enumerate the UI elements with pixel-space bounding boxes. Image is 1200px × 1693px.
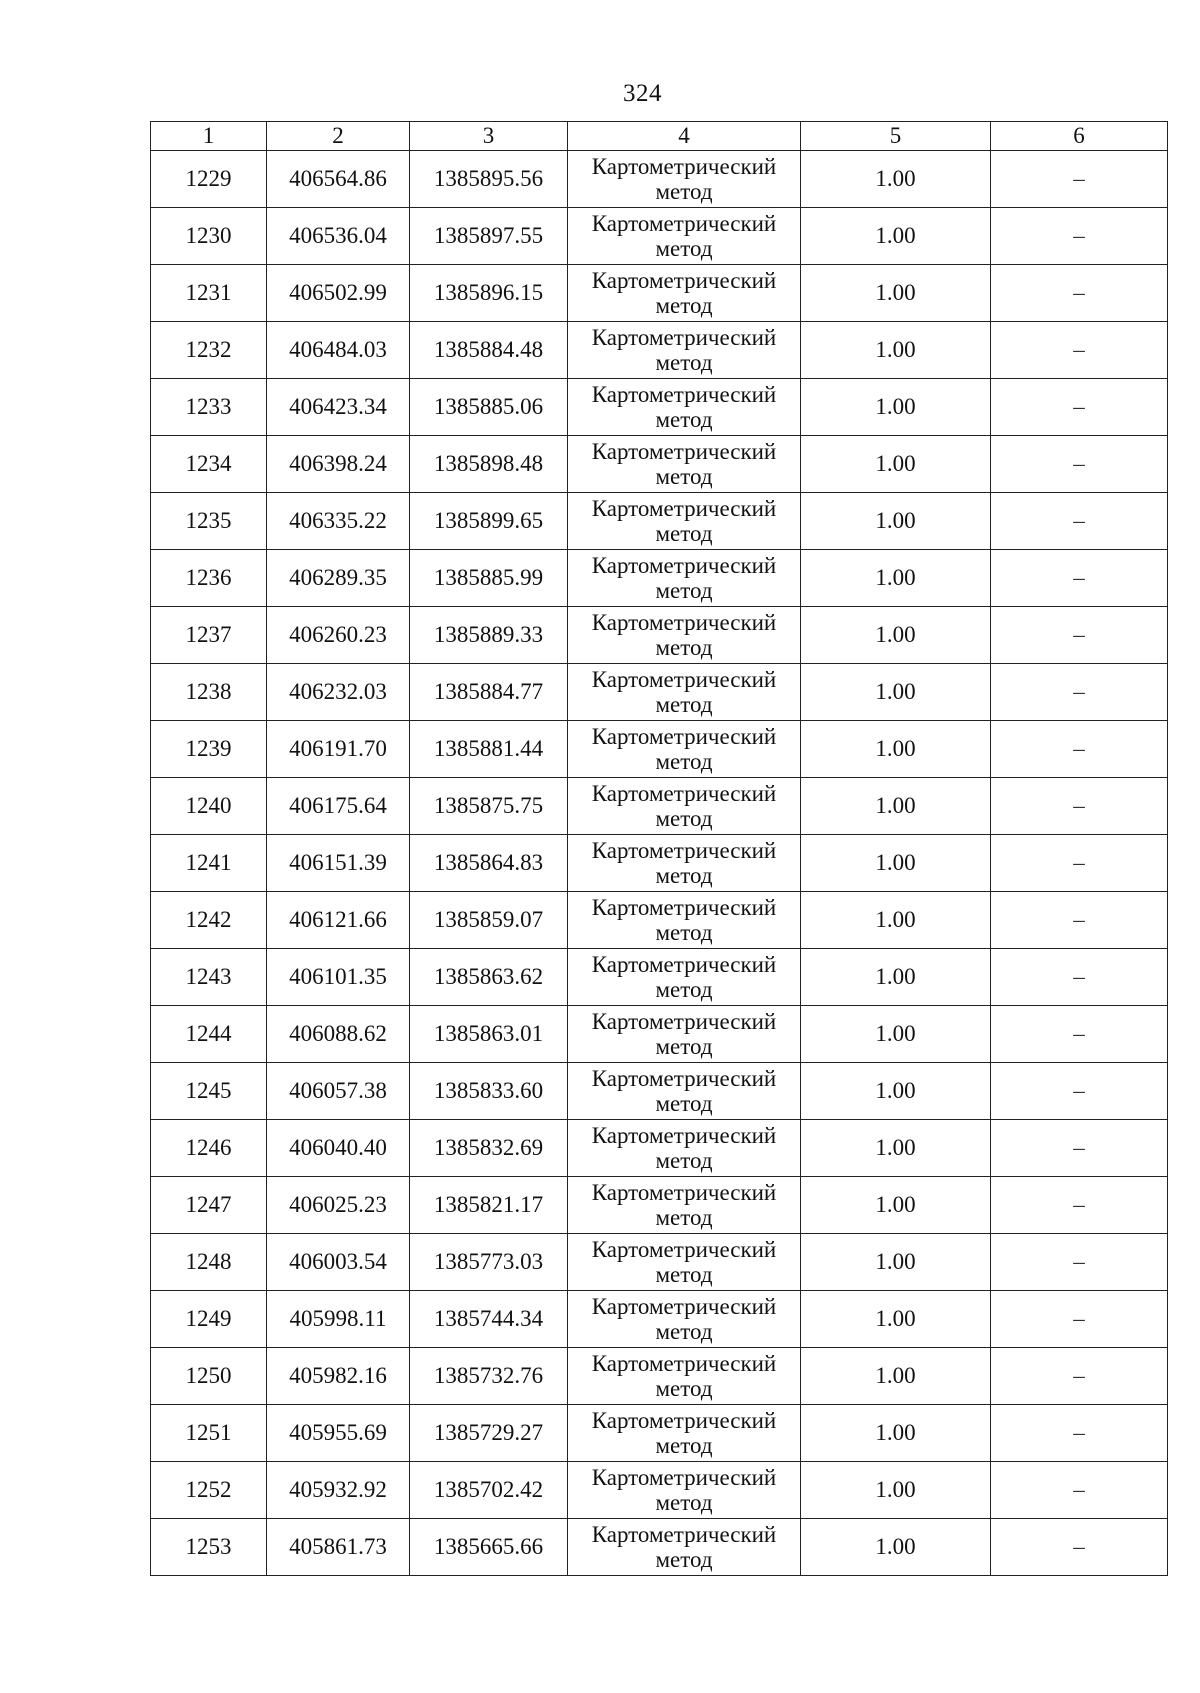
column-header: 6 [991, 122, 1168, 151]
accuracy-cell: 1.00 [801, 1519, 991, 1576]
method-cell: Картометрический метод [568, 322, 801, 379]
table-row [151, 265, 1168, 322]
coordinate-x: 405998.11 [267, 1291, 410, 1348]
note-cell: – [991, 664, 1168, 721]
point-number: 1232 [151, 322, 267, 379]
coordinate-x: 405861.73 [267, 1519, 410, 1576]
method-cell: Картометрический метод [568, 778, 801, 835]
coordinate-y: 1385744.34 [410, 1291, 568, 1348]
accuracy-cell: 1.00 [801, 1405, 991, 1462]
note-cell: – [991, 1177, 1168, 1234]
method-cell: Картометрический метод [568, 379, 801, 436]
coordinate-x: 406502.99 [267, 265, 410, 322]
coordinates-table [150, 121, 1168, 1576]
coordinate-y: 1385884.48 [410, 322, 568, 379]
table-row [151, 1063, 1168, 1120]
note-cell: – [991, 1462, 1168, 1519]
coordinate-y: 1385889.33 [410, 607, 568, 664]
coordinate-x: 406057.38 [267, 1063, 410, 1120]
coordinate-y: 1385833.60 [410, 1063, 568, 1120]
point-number: 1245 [151, 1063, 267, 1120]
method-cell: Картометрический метод [568, 1291, 801, 1348]
column-header: 4 [568, 122, 801, 151]
method-cell: Картометрический метод [568, 151, 801, 208]
table-row [151, 436, 1168, 493]
coordinate-x: 406151.39 [267, 835, 410, 892]
accuracy-cell: 1.00 [801, 1177, 991, 1234]
column-header: 1 [151, 122, 267, 151]
note-cell: – [991, 493, 1168, 550]
method-cell: Картометрический метод [568, 1006, 801, 1063]
point-number: 1236 [151, 550, 267, 607]
method-cell: Картометрический метод [568, 1120, 801, 1177]
coordinate-y: 1385732.76 [410, 1348, 568, 1405]
column-header: 2 [267, 122, 410, 151]
table-row [151, 151, 1168, 208]
point-number: 1242 [151, 892, 267, 949]
coordinate-y: 1385898.48 [410, 436, 568, 493]
table-row [151, 835, 1168, 892]
point-number: 1231 [151, 265, 267, 322]
coordinate-y: 1385875.75 [410, 778, 568, 835]
coordinate-y: 1385885.99 [410, 550, 568, 607]
method-cell: Картометрический метод [568, 1519, 801, 1576]
coordinate-y: 1385897.55 [410, 208, 568, 265]
accuracy-cell: 1.00 [801, 1291, 991, 1348]
table-header-row [151, 122, 1168, 151]
table-row [151, 322, 1168, 379]
coordinate-x: 406564.86 [267, 151, 410, 208]
note-cell: – [991, 151, 1168, 208]
note-cell: – [991, 1063, 1168, 1120]
note-cell: – [991, 1348, 1168, 1405]
point-number: 1246 [151, 1120, 267, 1177]
accuracy-cell: 1.00 [801, 208, 991, 265]
note-cell: – [991, 721, 1168, 778]
coordinate-x: 406025.23 [267, 1177, 410, 1234]
table-row [151, 1462, 1168, 1519]
table-row [151, 1519, 1168, 1576]
accuracy-cell: 1.00 [801, 1006, 991, 1063]
note-cell: – [991, 1405, 1168, 1462]
method-cell: Картометрический метод [568, 1177, 801, 1234]
coordinate-y: 1385702.42 [410, 1462, 568, 1519]
point-number: 1243 [151, 949, 267, 1006]
table-row [151, 550, 1168, 607]
table-row [151, 1405, 1168, 1462]
coordinate-y: 1385821.17 [410, 1177, 568, 1234]
coordinate-x: 406335.22 [267, 493, 410, 550]
coordinate-x: 406484.03 [267, 322, 410, 379]
accuracy-cell: 1.00 [801, 949, 991, 1006]
point-number: 1244 [151, 1006, 267, 1063]
coordinate-y: 1385863.01 [410, 1006, 568, 1063]
note-cell: – [991, 322, 1168, 379]
note-cell: – [991, 208, 1168, 265]
table-row [151, 1234, 1168, 1291]
point-number: 1252 [151, 1462, 267, 1519]
coordinate-x: 406289.35 [267, 550, 410, 607]
accuracy-cell: 1.00 [801, 550, 991, 607]
table-row [151, 1291, 1168, 1348]
point-number: 1251 [151, 1405, 267, 1462]
accuracy-cell: 1.00 [801, 322, 991, 379]
point-number: 1241 [151, 835, 267, 892]
accuracy-cell: 1.00 [801, 664, 991, 721]
note-cell: – [991, 265, 1168, 322]
accuracy-cell: 1.00 [801, 493, 991, 550]
point-number: 1247 [151, 1177, 267, 1234]
table-row [151, 1120, 1168, 1177]
coordinate-y: 1385895.56 [410, 151, 568, 208]
page-number: 324 [623, 80, 662, 107]
accuracy-cell: 1.00 [801, 265, 991, 322]
accuracy-cell: 1.00 [801, 607, 991, 664]
coordinate-y: 1385881.44 [410, 721, 568, 778]
table-row [151, 1177, 1168, 1234]
method-cell: Картометрический метод [568, 949, 801, 1006]
method-cell: Картометрический метод [568, 892, 801, 949]
note-cell: – [991, 379, 1168, 436]
accuracy-cell: 1.00 [801, 778, 991, 835]
table-row [151, 1348, 1168, 1405]
method-cell: Картометрический метод [568, 1348, 801, 1405]
table-body [151, 151, 1168, 1576]
point-number: 1253 [151, 1519, 267, 1576]
accuracy-cell: 1.00 [801, 1063, 991, 1120]
table-row [151, 778, 1168, 835]
coordinate-x: 406260.23 [267, 607, 410, 664]
note-cell: – [991, 1234, 1168, 1291]
method-cell: Картометрический метод [568, 664, 801, 721]
coordinate-x: 406088.62 [267, 1006, 410, 1063]
method-cell: Картометрический метод [568, 1462, 801, 1519]
table-row [151, 493, 1168, 550]
method-cell: Картометрический метод [568, 550, 801, 607]
point-number: 1240 [151, 778, 267, 835]
column-header: 3 [410, 122, 568, 151]
column-header: 5 [801, 122, 991, 151]
table-row [151, 664, 1168, 721]
accuracy-cell: 1.00 [801, 1234, 991, 1291]
note-cell: – [991, 1519, 1168, 1576]
table-row [151, 1006, 1168, 1063]
table-row [151, 607, 1168, 664]
coordinate-y: 1385773.03 [410, 1234, 568, 1291]
coordinate-y: 1385885.06 [410, 379, 568, 436]
coordinate-y: 1385863.62 [410, 949, 568, 1006]
note-cell: – [991, 1291, 1168, 1348]
point-number: 1234 [151, 436, 267, 493]
method-cell: Картометрический метод [568, 436, 801, 493]
note-cell: – [991, 550, 1168, 607]
table-row [151, 721, 1168, 778]
coordinate-x: 406536.04 [267, 208, 410, 265]
point-number: 1250 [151, 1348, 267, 1405]
accuracy-cell: 1.00 [801, 436, 991, 493]
coordinate-y: 1385832.69 [410, 1120, 568, 1177]
method-cell: Картометрический метод [568, 265, 801, 322]
note-cell: – [991, 436, 1168, 493]
coordinate-x: 406040.40 [267, 1120, 410, 1177]
note-cell: – [991, 949, 1168, 1006]
method-cell: Картометрический метод [568, 607, 801, 664]
accuracy-cell: 1.00 [801, 1120, 991, 1177]
note-cell: – [991, 1006, 1168, 1063]
accuracy-cell: 1.00 [801, 835, 991, 892]
accuracy-cell: 1.00 [801, 892, 991, 949]
point-number: 1249 [151, 1291, 267, 1348]
coordinate-x: 406232.03 [267, 664, 410, 721]
accuracy-cell: 1.00 [801, 379, 991, 436]
accuracy-cell: 1.00 [801, 1462, 991, 1519]
method-cell: Картометрический метод [568, 1234, 801, 1291]
coordinate-x: 406423.34 [267, 379, 410, 436]
method-cell: Картометрический метод [568, 493, 801, 550]
point-number: 1248 [151, 1234, 267, 1291]
table-row [151, 892, 1168, 949]
point-number: 1229 [151, 151, 267, 208]
coordinate-y: 1385665.66 [410, 1519, 568, 1576]
method-cell: Картометрический метод [568, 1063, 801, 1120]
note-cell: – [991, 892, 1168, 949]
note-cell: – [991, 778, 1168, 835]
method-cell: Картометрический метод [568, 721, 801, 778]
point-number: 1230 [151, 208, 267, 265]
coordinate-x: 405982.16 [267, 1348, 410, 1405]
coordinate-y: 1385729.27 [410, 1405, 568, 1462]
accuracy-cell: 1.00 [801, 721, 991, 778]
coordinate-y: 1385864.83 [410, 835, 568, 892]
note-cell: – [991, 835, 1168, 892]
point-number: 1233 [151, 379, 267, 436]
table-row [151, 379, 1168, 436]
accuracy-cell: 1.00 [801, 1348, 991, 1405]
method-cell: Картометрический метод [568, 208, 801, 265]
table-row [151, 949, 1168, 1006]
point-number: 1239 [151, 721, 267, 778]
coordinate-x: 406003.54 [267, 1234, 410, 1291]
coordinate-y: 1385896.15 [410, 265, 568, 322]
point-number: 1235 [151, 493, 267, 550]
coordinate-y: 1385859.07 [410, 892, 568, 949]
note-cell: – [991, 607, 1168, 664]
accuracy-cell: 1.00 [801, 151, 991, 208]
coordinate-x: 406121.66 [267, 892, 410, 949]
method-cell: Картометрический метод [568, 835, 801, 892]
coordinate-x: 406191.70 [267, 721, 410, 778]
coordinate-x: 405955.69 [267, 1405, 410, 1462]
coordinate-x: 405932.92 [267, 1462, 410, 1519]
coordinate-x: 406398.24 [267, 436, 410, 493]
table-row [151, 208, 1168, 265]
coordinate-y: 1385884.77 [410, 664, 568, 721]
coordinate-x: 406101.35 [267, 949, 410, 1006]
coordinate-y: 1385899.65 [410, 493, 568, 550]
point-number: 1238 [151, 664, 267, 721]
point-number: 1237 [151, 607, 267, 664]
note-cell: – [991, 1120, 1168, 1177]
coordinate-x: 406175.64 [267, 778, 410, 835]
method-cell: Картометрический метод [568, 1405, 801, 1462]
